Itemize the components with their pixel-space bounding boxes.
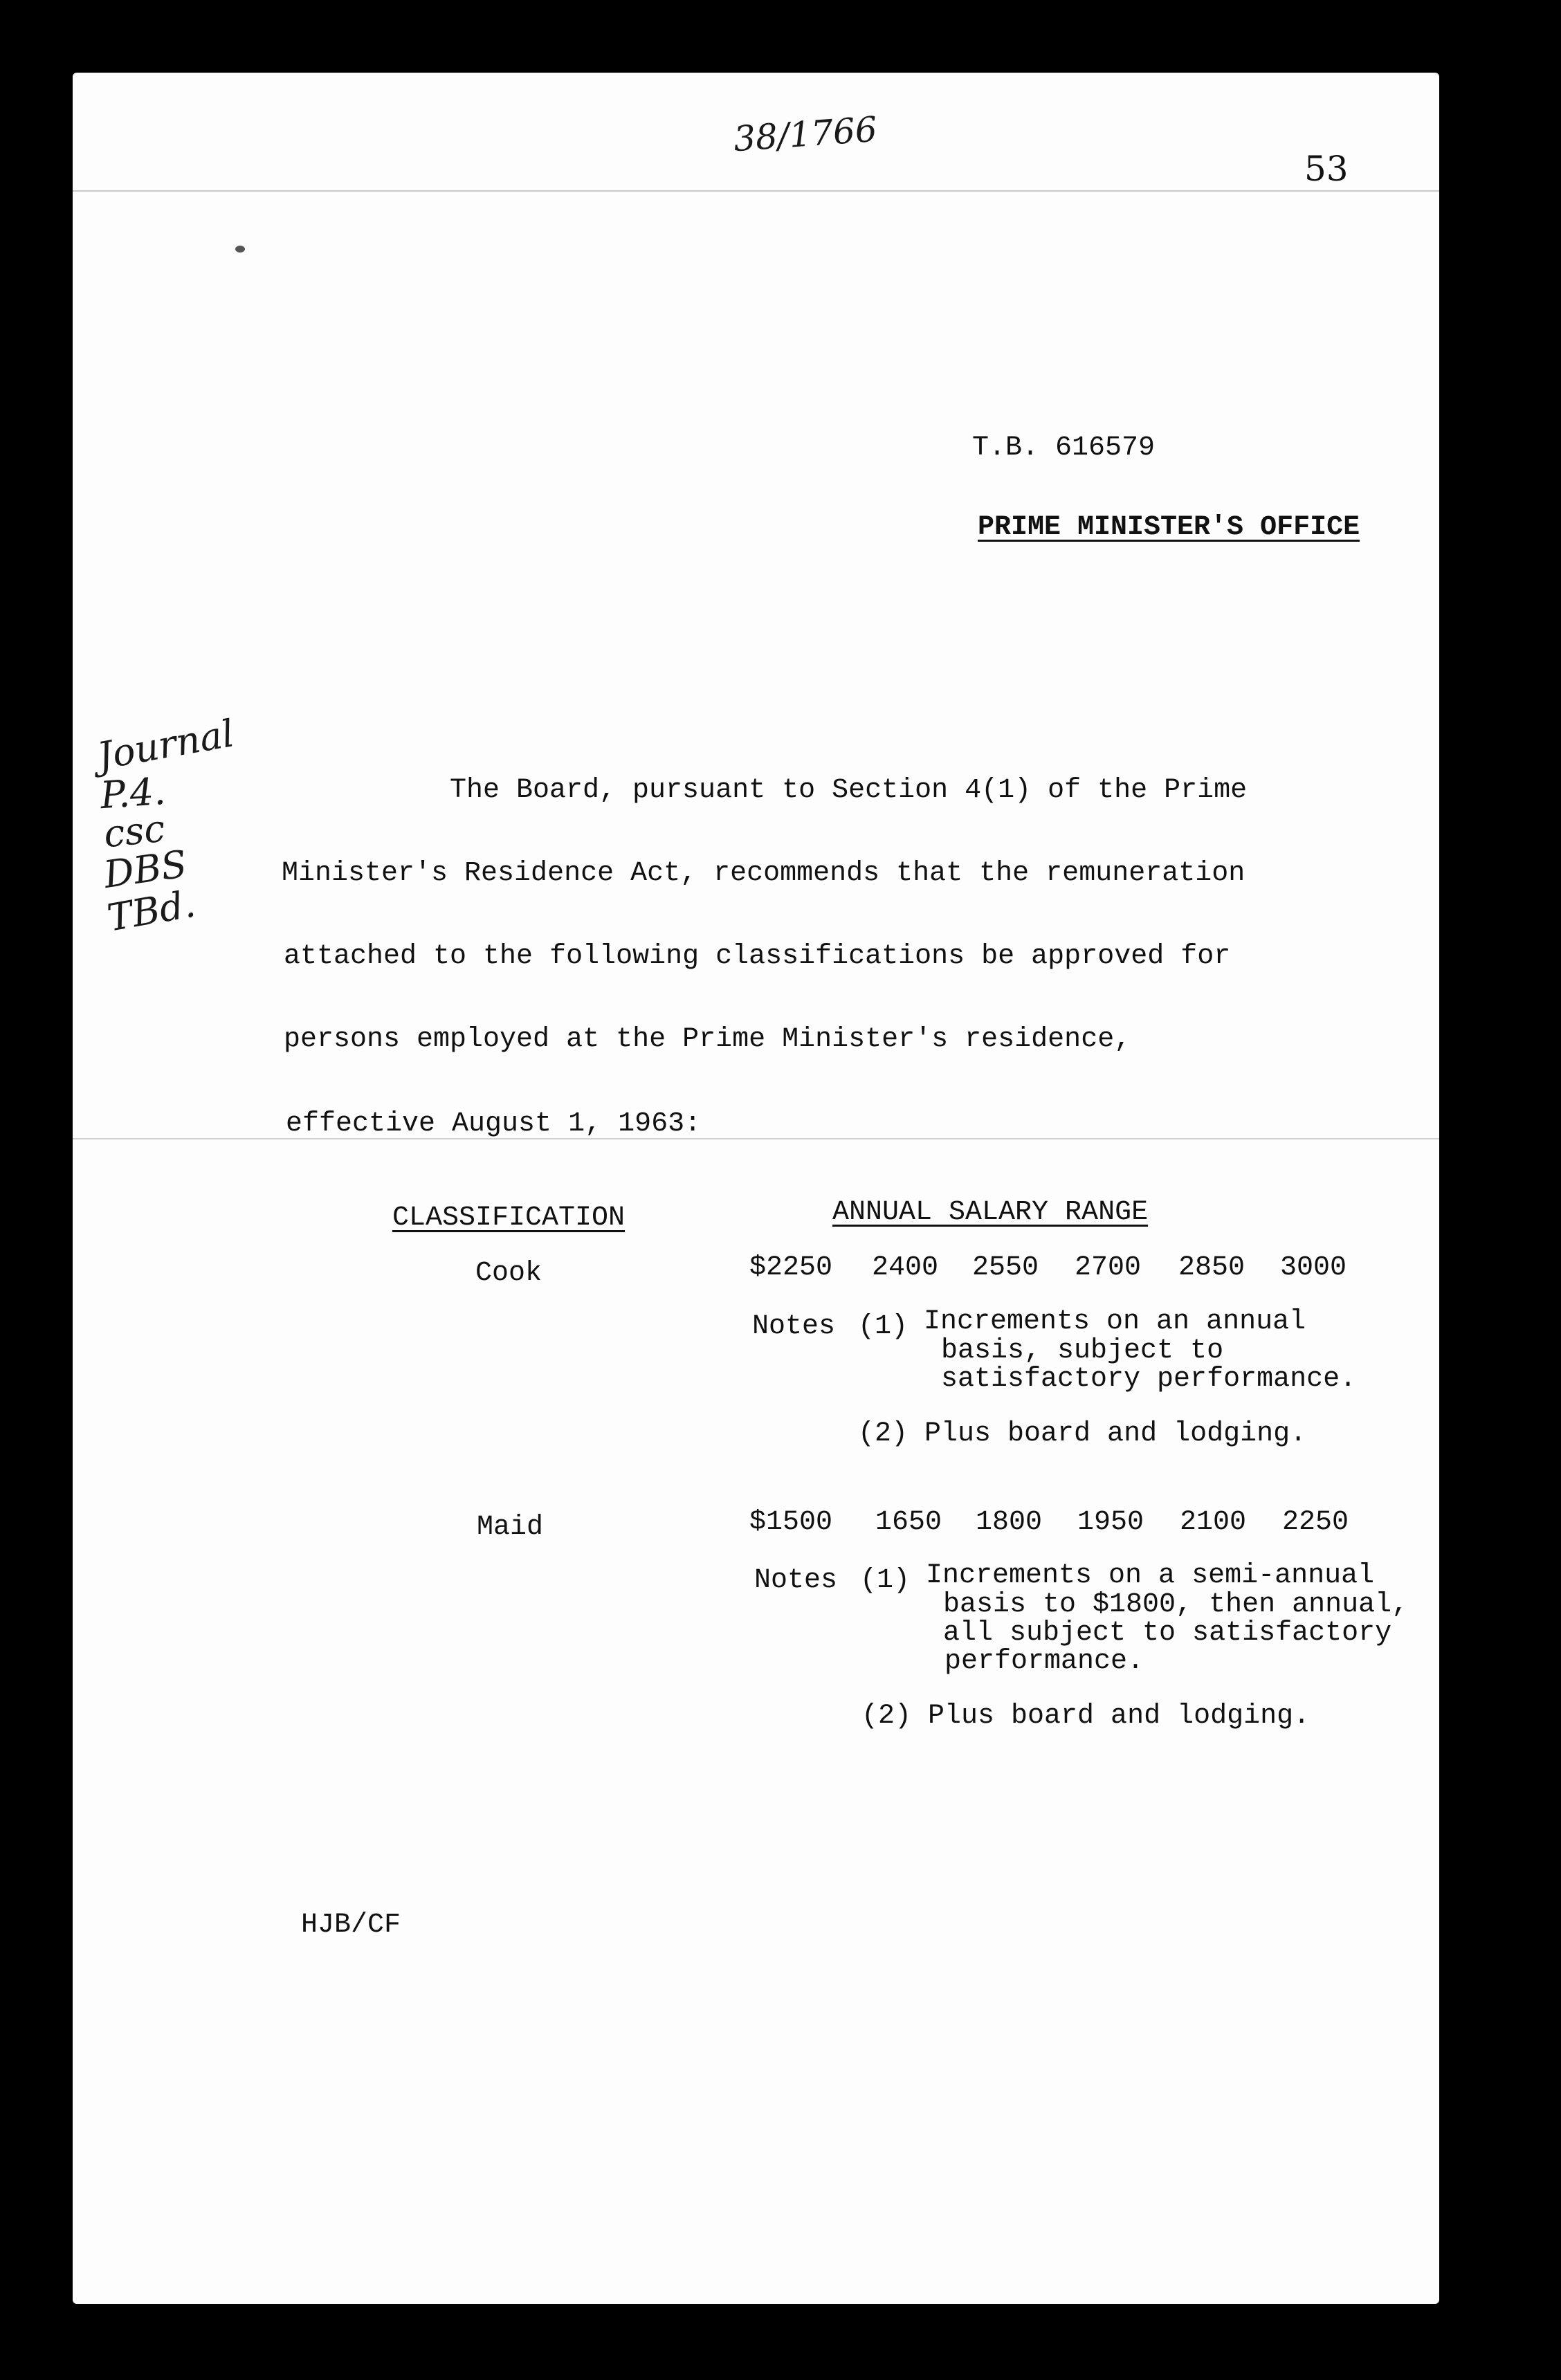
classification-cook: Cook xyxy=(475,1258,542,1289)
maid-note1-number: (1) xyxy=(860,1565,911,1596)
maid-salary-step-5: 2100 xyxy=(1180,1507,1247,1538)
maid-note1-line-2: basis to $1800, then annual, xyxy=(943,1589,1409,1620)
cook-note1-line-2: basis, subject to xyxy=(941,1335,1224,1366)
maid-note1-line-4: performance. xyxy=(944,1646,1144,1677)
maid-salary-step-1: $1500 xyxy=(749,1507,833,1538)
cook-salary-step-4: 2700 xyxy=(1075,1252,1142,1283)
cook-note1-number: (1) xyxy=(858,1311,909,1342)
tb-number: T.B. 616579 xyxy=(972,432,1156,464)
margin-note-5: TBd. xyxy=(104,881,199,940)
maid-notes-label: Notes xyxy=(754,1565,838,1596)
body-line-5: effective August 1, 1963: xyxy=(286,1108,702,1139)
cook-note2: (2) Plus board and lodging. xyxy=(858,1418,1307,1449)
office-heading: PRIME MINISTER'S OFFICE xyxy=(978,512,1360,543)
cook-notes-label: Notes xyxy=(752,1311,836,1342)
document-page xyxy=(73,73,1439,2304)
page-number: 53 xyxy=(1304,149,1349,189)
maid-salary-step-2: 1650 xyxy=(875,1507,942,1538)
margin-note-1: Journal xyxy=(94,711,237,778)
classification-header: CLASSIFICATION xyxy=(392,1202,626,1234)
body-line-1: The Board, pursuant to Section 4(1) of the Prime xyxy=(450,775,1248,806)
maid-salary-step-6: 2250 xyxy=(1282,1507,1349,1538)
classification-maid: Maid xyxy=(477,1512,544,1543)
cook-salary-step-1: $2250 xyxy=(749,1252,833,1283)
maid-note1-line-1: Increments on a semi-annual xyxy=(926,1560,1375,1591)
margin-note-3: csc xyxy=(101,806,167,857)
margin-note-2: P.4. xyxy=(98,769,167,818)
margin-note-4: DBS xyxy=(101,841,190,897)
typist-initials: HJB/CF xyxy=(301,1910,401,1941)
cook-note1-line-3: satisfactory performance. xyxy=(941,1364,1357,1395)
maid-salary-step-4: 1950 xyxy=(1077,1507,1144,1538)
maid-note1-line-3: all subject to satisfactory xyxy=(943,1618,1392,1649)
file-number: 38/1766 xyxy=(732,109,879,160)
fold-line-middle xyxy=(73,1138,1439,1139)
maid-salary-step-3: 1800 xyxy=(976,1507,1043,1538)
body-line-2: Minister's Residence Act, recommends that the remuneration xyxy=(282,858,1245,889)
cook-salary-step-5: 2850 xyxy=(1178,1252,1245,1283)
speck-mark xyxy=(235,246,245,253)
cook-note1-line-1: Increments on an annual xyxy=(924,1306,1306,1337)
fold-line-top xyxy=(73,190,1439,192)
body-line-3: attached to the following classifications be approved for xyxy=(284,941,1231,972)
cook-salary-step-2: 2400 xyxy=(872,1252,939,1283)
body-line-4: persons employed at the Prime Minister's residence, xyxy=(284,1024,1131,1055)
cook-salary-step-6: 3000 xyxy=(1280,1252,1347,1283)
salary-range-header: ANNUAL SALARY RANGE xyxy=(832,1197,1149,1228)
maid-note2: (2) Plus board and lodging. xyxy=(861,1701,1311,1732)
cook-salary-step-3: 2550 xyxy=(972,1252,1039,1283)
